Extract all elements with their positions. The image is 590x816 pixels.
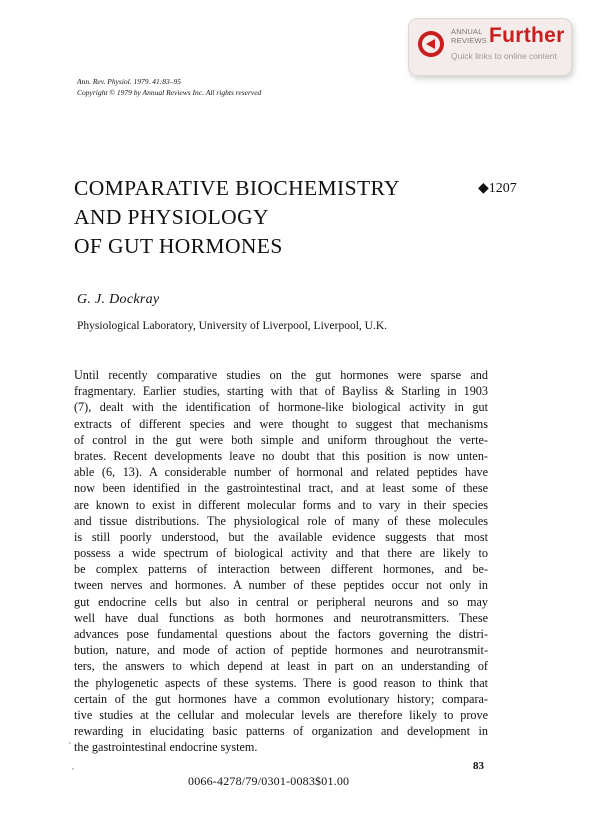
body-line: of control in the gut were both simple and uniform throughout the verte-: [74, 432, 488, 447]
copyright-notice: Copyright © 1979 by Annual Reviews Inc. All rights reserved: [77, 88, 262, 97]
body-line: rewarding in elucidating basic patterns of organization and development in: [74, 724, 488, 739]
body-line: well have dual functions as both hormones and neurotransmitters. These: [74, 610, 488, 625]
body-line: fragmentary. Earlier studies, starting with that of Bayliss & Starling in 1903: [74, 384, 488, 399]
scan-speck: [72, 768, 74, 770]
body-line: is still poorly understood, but the available evidence suggests that most: [74, 529, 488, 544]
body-line: and tissue distributions. The physiological role of many of these molecules: [74, 513, 488, 528]
body-line: extracts of different species and were thought to suggest that mechanisms: [74, 416, 488, 431]
article-number: ◆1207: [478, 181, 517, 196]
banner-subtitle: Quick links to online content: [451, 51, 557, 61]
annual-reviews-further-banner[interactable]: [408, 18, 572, 76]
author-affiliation: Physiological Laboratory, University of Liverpool, Liverpool, U.K.: [77, 320, 388, 332]
page-number: 83: [473, 760, 484, 772]
body-line: gut endocrine cells but also in central or peripheral neurons and so may: [74, 594, 488, 609]
title-line: OF GUT HORMONES: [74, 234, 283, 258]
journal-reference: [77, 76, 261, 98]
body-line: the phylogenetic aspects of these systems. There is good reason to think that: [74, 675, 488, 690]
journal-citation: Ann. Rev. Physiol. 1979. 41:83–95: [77, 77, 182, 86]
body-line: possess a wide spectrum of biological activity and that there are likely to: [74, 546, 488, 561]
body-line: (7), dealt with the identification of hormone-like biological activity in gut: [74, 400, 488, 415]
title-line: COMPARATIVE BIOCHEMISTRY: [74, 176, 400, 200]
body-line: be complex patterns of interaction between different hormones, and be-: [74, 562, 488, 577]
article-title: [74, 174, 400, 261]
body-line: able (6, 13). A considerable number of hormonal and related peptides have: [74, 465, 488, 480]
banner-further-text: Further: [489, 24, 565, 47]
banner-publisher-label: [451, 28, 487, 45]
banner-reviews-text: REVIEWS: [451, 35, 487, 45]
body-line: ters, the answers to which depend at least in part on an understanding of: [74, 659, 488, 674]
body-line: certain of the gut hormones have a common evolutionary history; compara-: [74, 691, 488, 706]
title-line: AND PHYSIOLOGY: [74, 205, 269, 229]
body-line: advances pose fundamental questions about the factors governing the distri-: [74, 627, 488, 641]
scan-speck: [69, 742, 71, 744]
banner-annual-text: ANNUAL: [451, 27, 483, 36]
body-line: tive studies at the cellular and molecular levels are therefore likely to prove: [74, 707, 488, 722]
body-line: brates. Recent developments leave no doubt that this position is now unten-: [74, 448, 488, 463]
body-line: tween nerves and hormones. A number of these peptides occur not only in: [74, 578, 488, 593]
annual-reviews-logo-icon: [418, 31, 444, 57]
body-line: now been identified in the gastrointestinal tract, and at least some of these: [74, 481, 488, 496]
body-line: Until recently comparative studies on the gut hormones were sparse and: [74, 368, 488, 382]
body-paragraph: [74, 367, 488, 756]
body-line: the gastrointestinal endocrine system.: [74, 740, 258, 755]
body-line: are known to exist in different molecular forms and to vary in their species: [74, 497, 488, 512]
body-line: bution, nature, and mode of action of peptide hormones and neurotransmit-: [74, 643, 488, 658]
author-name: G. J. Dockray: [77, 292, 160, 307]
article-code: 0066-4278/79/0301-0083$01.00: [188, 774, 350, 788]
